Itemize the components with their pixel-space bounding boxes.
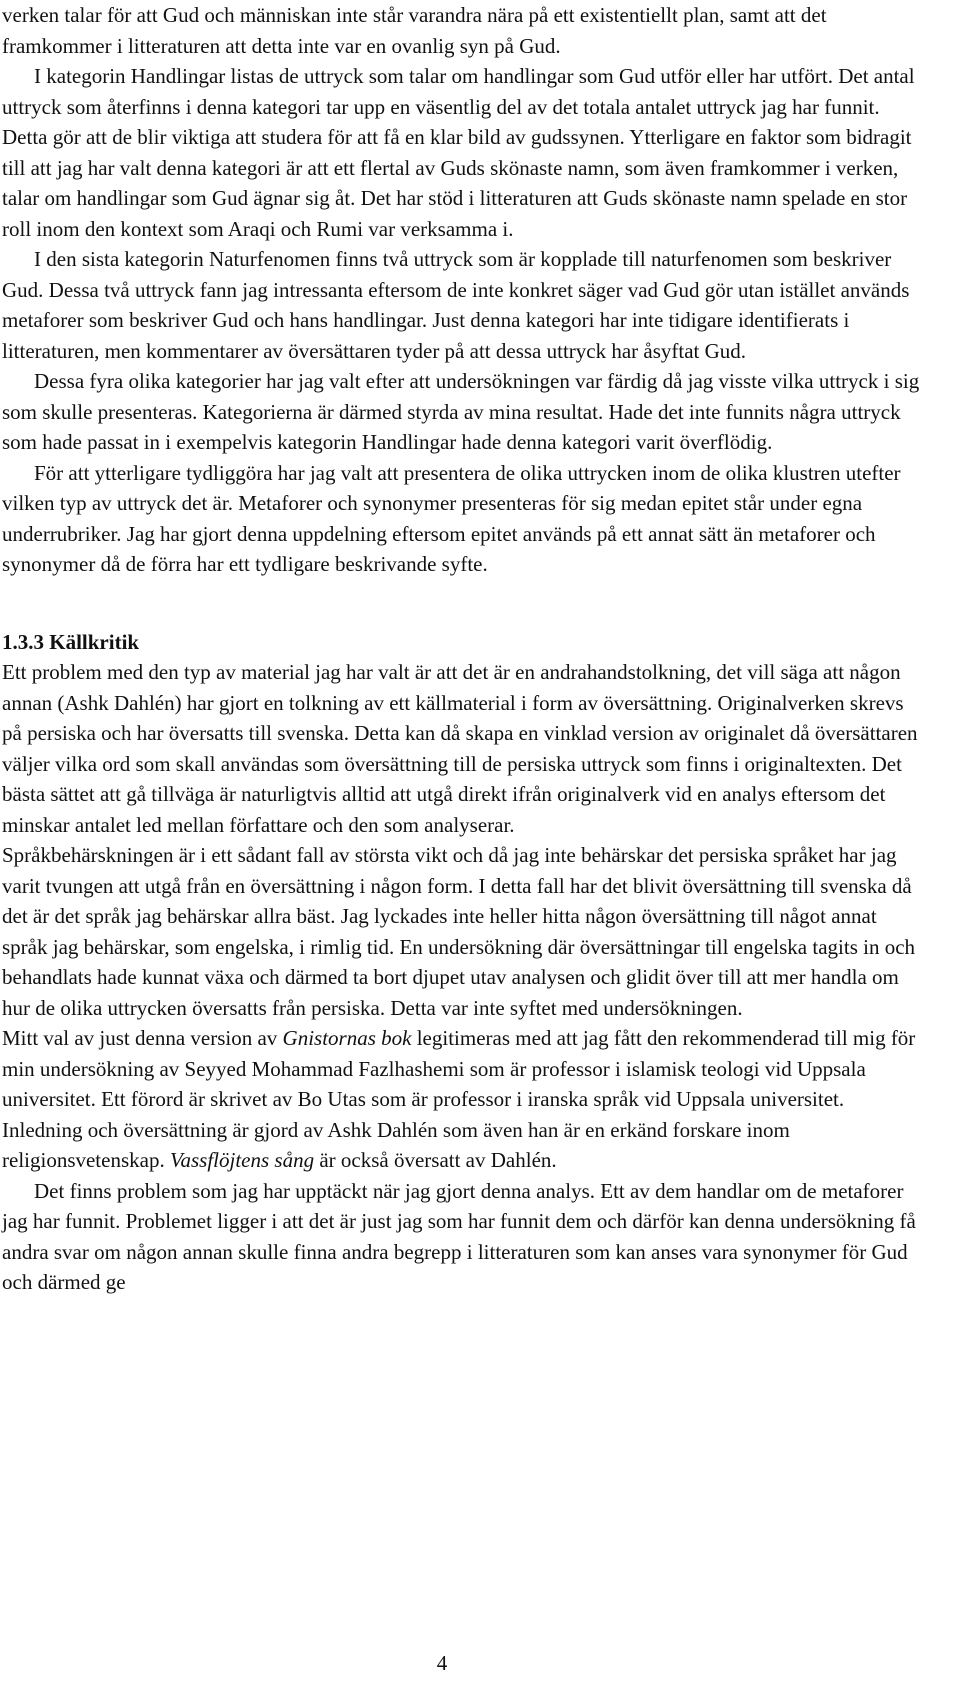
paragraph-kallkritik-3-text-c: är också översatt av Dahlén.	[314, 1148, 557, 1172]
paragraph-kallkritik-3	[2, 1023, 922, 1176]
section-heading: 1.3.3 Källkritik	[2, 629, 140, 654]
page-number: 4	[436, 1651, 448, 1675]
section-heading-wrapper	[2, 627, 922, 658]
paragraph-kallkritik-3-text-b: legitimeras med att jag fått den rekommenderad till mig för min undersökning av Seyyed Mohammad Fazlhashemi som är professor i islamisk teologi vid Uppsala universitet. Ett förord är skrivet av Bo Utas som är professor i iranska språk vid Uppsala universitet. Inledning och översättning är gjord av Ashk Dahlén som även han är en erkänd forskare inom religionsvetenskap.	[2, 1026, 916, 1172]
book-title-vassflojtens-sang: Vassflöjtens sång	[169, 1148, 315, 1172]
paragraph-intro: verken talar för att Gud och människan inte står varandra nära på ett existentiellt plan, samt att det framkommer i litteraturen att detta inte var en ovanlig syn på Gud.	[2, 3, 827, 58]
body-text	[2, 0, 922, 1298]
paragraph-kallkritik-3-text-a: Mitt val av just denna version av	[2, 1026, 283, 1050]
paragraph-kategorier: Dessa fyra olika kategorier har jag valt efter att undersökningen var färdig då jag visste vilka uttryck i sig som skulle presenteras. Kategorierna är därmed styrda av mina resultat. Hade det inte funnits några uttryck som hade passat in i exempelvis kategorin Handlingar hade denna kategori varit överflödig.	[2, 369, 920, 454]
paragraph-kallkritik-4: Det finns problem som jag har upptäckt när jag gjort denna analys. Ett av dem handlar om de metaforer jag har funnit. Problemet ligger i att det är just jag som har funnit dem och därför kan denna undersökning få andra svar om någon annan skulle finna andra begrepp i litteraturen som kan anses vara synonymer för Gud och därmed ge	[2, 1178, 916, 1294]
book-title-gnistornas-bok: Gnistornas bok	[282, 1026, 412, 1050]
paragraph-kluster: För att ytterligare tydliggöra har jag valt att presentera de olika uttrycken inom de olika klustren utefter vilken typ av uttryck det är. Metaforer och synonymer presenteras för sig medan epitet står under egna underrubriker. Jag har gjort denna uppdelning eftersom epitet används på ett annat sätt än metaforer och synonymer då de förra har ett tydligare beskrivande syfte.	[2, 460, 901, 576]
paragraph-naturfenomen: I den sista kategorin Naturfenomen finns två uttryck som är kopplade till naturfenomen som beskriver Gud. Dessa två uttryck fann jag intressanta eftersom de inte konkret säger vad Gud gör utan istället används metaforer som beskriver Gud och hans handlingar. Just denna kategori har inte tidigare identifierats i litteraturen, men kommentarer av översättaren tyder på att dessa uttryck har åsyftat Gud.	[2, 247, 910, 363]
paragraph-kallkritik-1: Ett problem med den typ av material jag har valt är att det är en andrahandstolkning, det vill säga att någon annan (Ashk Dahlén) har gjort en tolkning av ett källmaterial i form av översättning. Originalverken skrevs på persiska och har översatts till svenska. Detta kan då skapa en vinklad version av originalet då översättaren väljer vilka ord som skall användas som översättning till de persiska uttryck som finns i originaltexten. Det bästa sättet att gå tillväga är naturligtvis alltid att utgå direkt ifrån originalverk vid en analys eftersom det minskar antalet led mellan författare och den som analyserar.	[2, 660, 918, 837]
paragraph-kallkritik-2: Språkbehärskningen är i ett sådant fall av största vikt och då jag inte behärskar det persiska språket har jag varit tvungen att utgå från en översättning i någon form. I detta fall har det blivit översättning till svenska då det är det språk jag behärskar allra bäst. Jag lyckades inte heller hitta någon översättning till något annat språk jag behärskar, som engelska, i rimlig tid. En undersökning där översättningar till engelska tagits in och behandlats hade kunnat växa och därmed ta bort djupet utav analysen och glidit över till att mer handla om hur de olika uttrycken översatts från persiska. Detta var inte syftet med undersökningen.	[2, 843, 916, 1020]
paragraph-handlingar: I kategorin Handlingar listas de uttryck som talar om handlingar som Gud utför eller har utfört. Det antal uttryck som återfinns i denna kategori tar upp en väsentlig del av det totala antalet uttryck jag har funnit. Detta gör att de blir viktiga att studera för att få en klar bild av gudssynen. Ytterligare en faktor som bidragit till att jag har valt denna kategori är att ett flertal av Guds skönaste namn, som även framkommer i verken, talar om handlingar som Gud ägnar sig åt. Det har stöd i litteraturen att Guds skönaste namn spelade en stor roll inom den kontext som Araqi och Rumi var verksamma i.	[2, 64, 915, 241]
